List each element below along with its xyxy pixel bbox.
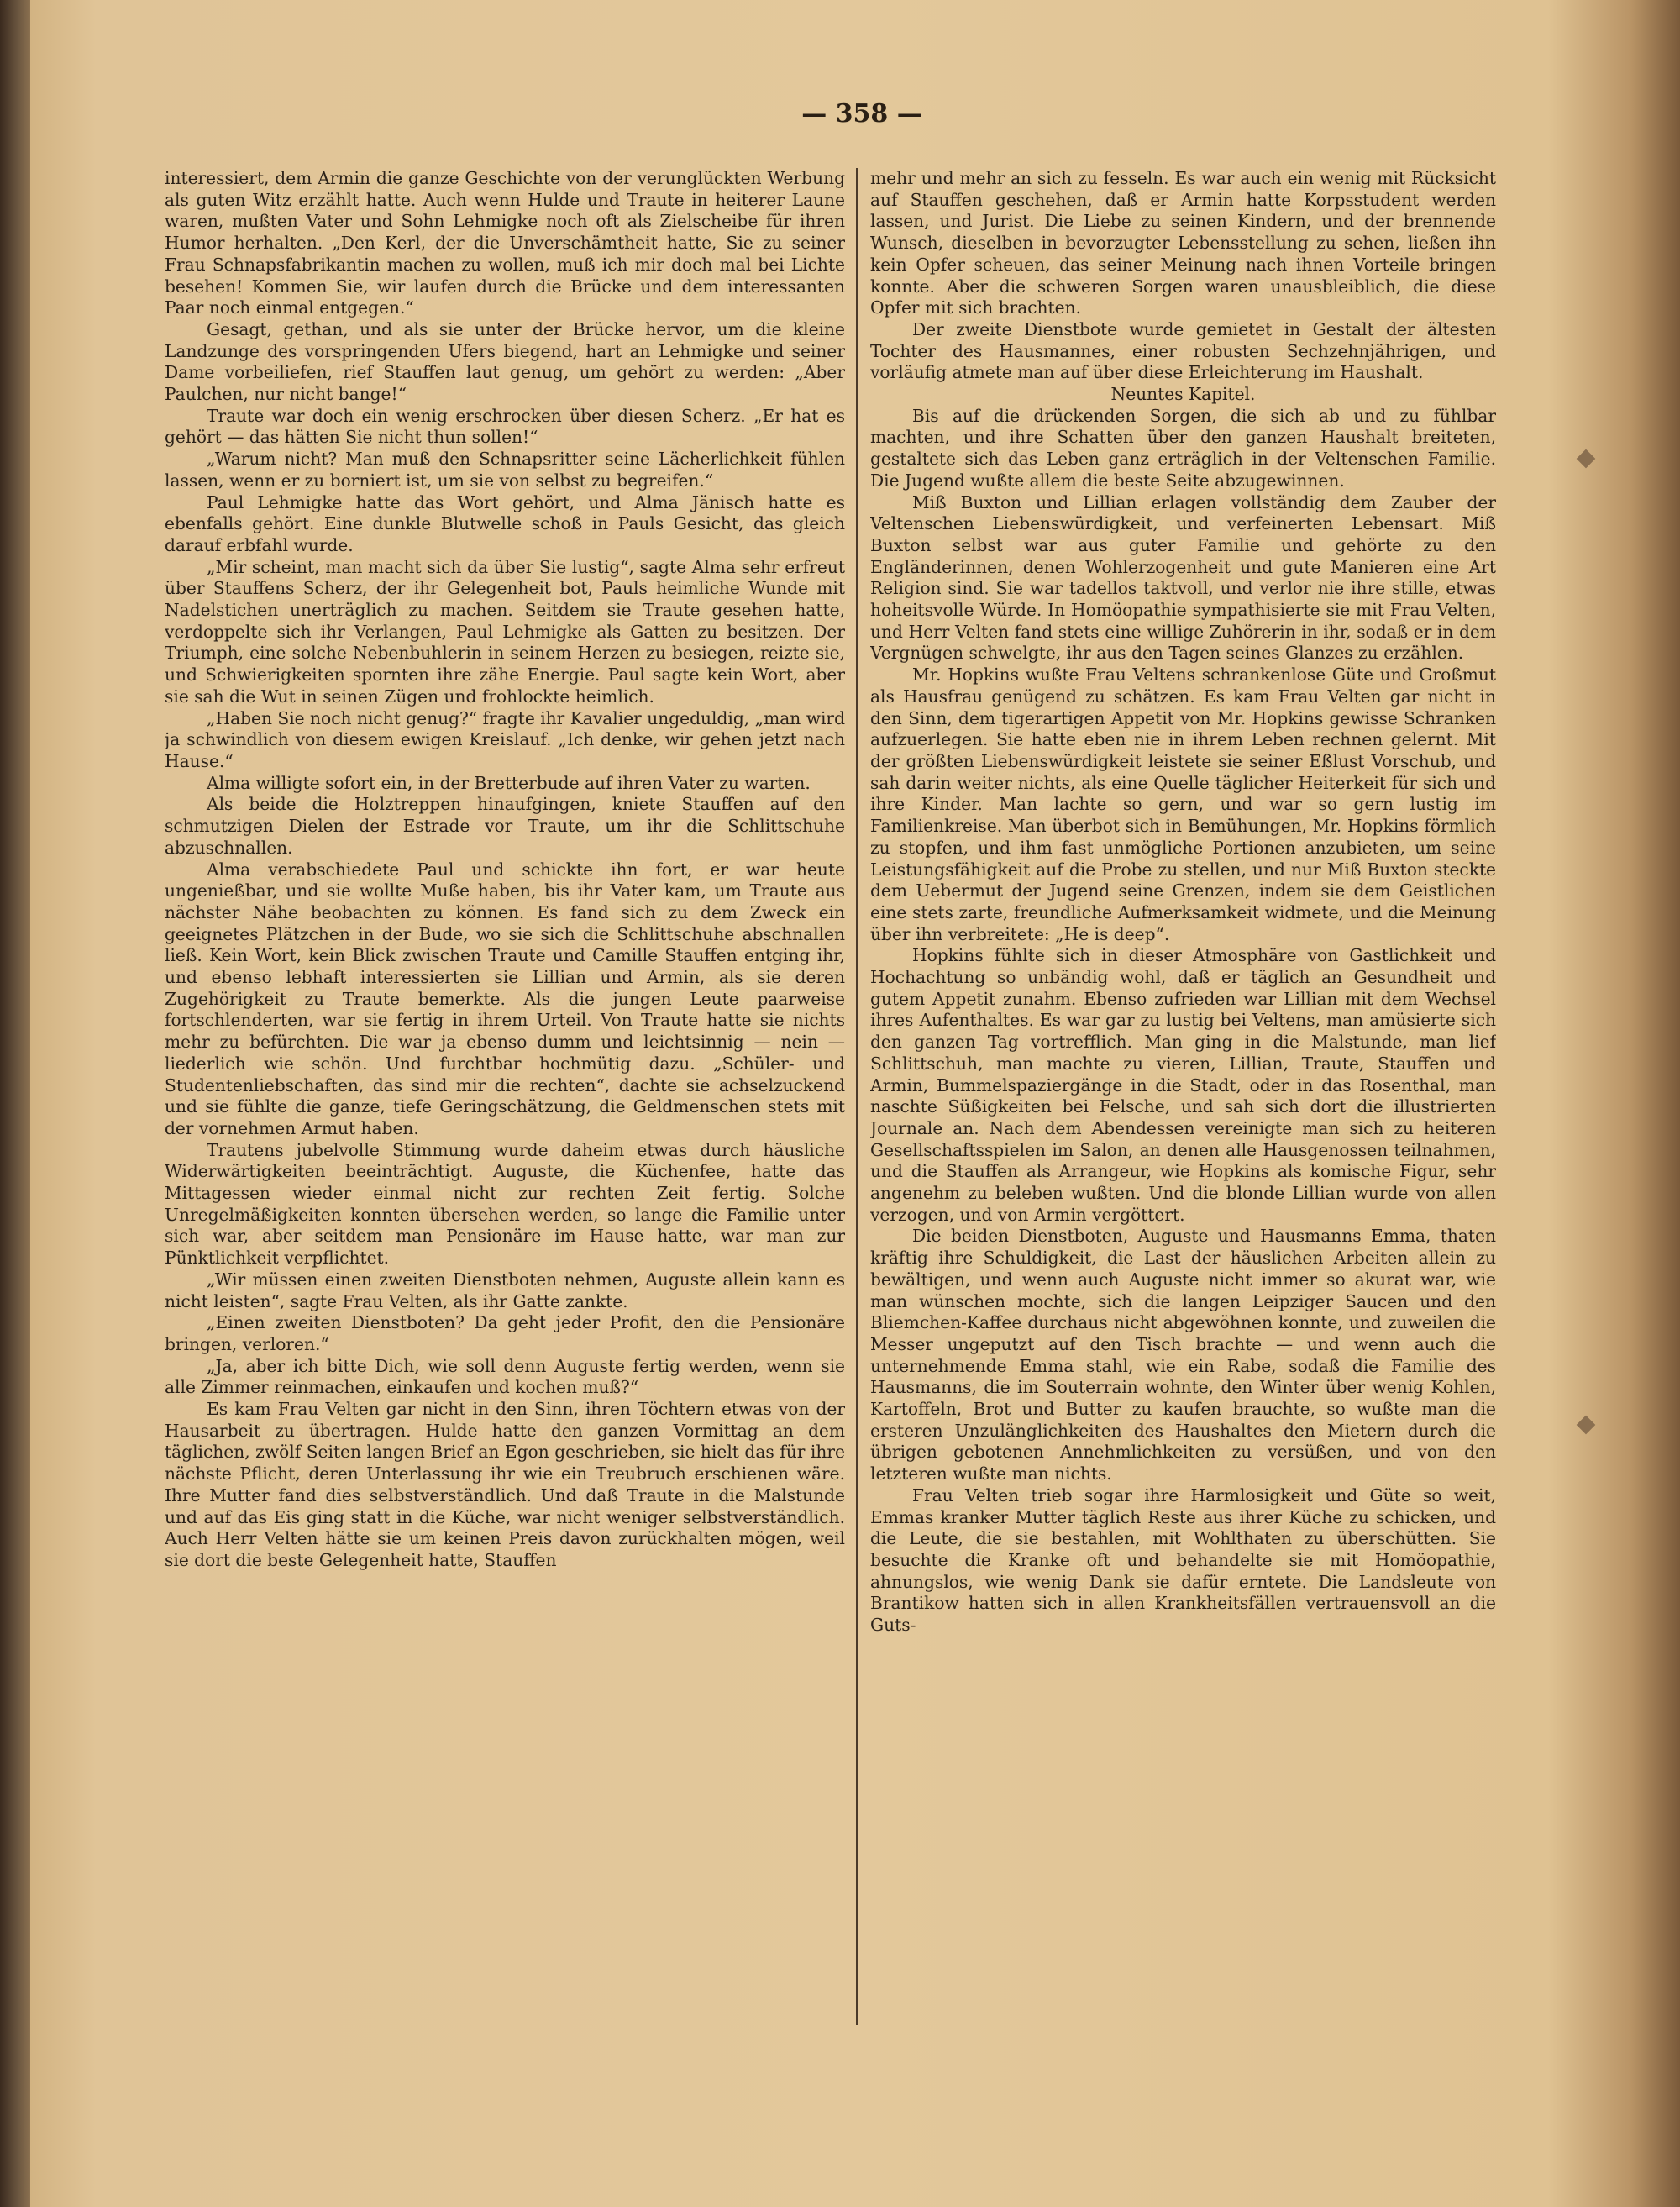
left-paragraph: Alma willigte sofort ein, in der Bretterbude auf ihren Vater zu warten.	[207, 772, 811, 793]
right-paragraph: Der zweite Dienstbote wurde gemietet in Gestalt der ältesten Tochter des Hausmannes, einer robusten Sechzehnjährigen, und vorläufig atmete man auf über diese Erleichterung im Haushalt.	[870, 318, 1496, 383]
left-paragraph: Es kam Frau Velten gar nicht in den Sinn, ihren Töchtern etwas von der Hausarbeit zu übertragen. Hulde hatte den ganzen Vormittag an dem täglichen, zwölf Seiten langen Brief an Egon geschrieben, sie hielt das für ihre nächste Pflicht, deren Unterlassung ihr wie ein Treubruch erschienen wäre. Ihre Mutter fand dies selbstverständlich. Und daß Traute in die Malstunde und auf das Eis ging statt in die Küche, war nicht weniger selbstverständlich. Auch Herr Velten hätte sie um keinen Preis davon zurückhalten mögen, weil sie dort die beste Gelegenheit hatte, Stauffen	[165, 1399, 845, 1570]
right-text-column	[870, 168, 1496, 2142]
left-paragraph: Als beide die Holztreppen hinaufgingen, kniete Stauffen auf den schmutzigen Dielen der Estrade vor Traute, um ihr die Schlittschuhe abzuschnallen.	[165, 794, 845, 858]
page-tab-marker	[1577, 1416, 1596, 1435]
left-paragraph: „Haben Sie noch nicht genug?“ fragte ihr Kavalier ungeduldig, „man wird ja schwindlich von diesem ewigen Kreislauf. „Ich denke, wir gehen jetzt nach Hause.“	[165, 707, 845, 771]
left-paragraph: Alma verabschiedete Paul und schickte ihn fort, er war heute ungenießbar, und sie wollte Muße haben, bis ihr Vater kam, um Traute aus nächster Nähe beobachten zu können. Es fand sich zu dem Zweck ein geeignetes Plätzchen in der Bude, wo sie sich die Schlittschuhe abschnallen ließ. Kein Wort, kein Blick zwischen Traute und Camille Stauffen entging ihr, und ebenso lebhaft interessierten sie Lillian und Armin, als sie deren Zugehörigkeit zu Traute bemerkte. Als die jungen Leute paarweise fortschlenderten, war sie fertig in ihrem Urteil. Von Traute hatte sie nichts mehr zu befürchten. Die war ja ebenso dumm und leichtsinnig — nein — liederlich wie schön. Und furchtbar hochmütig dazu. „Schüler- und Studentenliebschaften, das sind mir die rechten“, dachte sie achselzuckend und sie fühlte die ganze, tiefe Geringschätzung, die Geldmenschen stets mit der vornehmen Armut haben.	[165, 859, 845, 1138]
book-binding-edge	[0, 0, 30, 2207]
left-paragraph: „Warum nicht? Man muß den Schnapsritter seine Lächerlichkeit fühlen lassen, wenn er zu borniert ist, um sie von selbst zu begreifen.“	[165, 449, 845, 491]
left-paragraph: Paul Lehmigke hatte das Wort gehört, und Alma Jänisch hatte es ebenfalls gehört. Eine dunkle Blutwelle schoß in Pauls Gesicht, das gleich darauf erbfahl wurde.	[165, 491, 845, 555]
right-paragraph: Die beiden Dienstboten, Auguste und Hausmanns Emma, thaten kräftig ihre Schuldigkeit, die Last der häuslichen Arbeiten allein zu bewältigen, und wenn auch Auguste nicht immer so akurat war, wie man wünschen mochte, sich die langen Leipziger Saucen und den Bliemchen-Kaffee durchaus nicht abgewöhnen konnte, und zuweilen die Messer ungeputzt auf den Tisch brachte — und wenn auch die unternehmende Emma stahl, wie ein Rabe, sodaß die Familie des Hausmanns, die im Souterrain wohnte, den Winter über wenig Kohlen, Kartoffeln, Brot und Butter zu kaufen brauchte, so wußte man die ersteren Unzulänglichkeiten des Haushaltes den Mietern durch die übrigen gebotenen Annehmlichkeiten zu versüßen, und von den letzteren wußte man nichts.	[870, 1226, 1496, 1484]
left-paragraph: Trautens jubelvolle Stimmung wurde daheim etwas durch häusliche Widerwärtigkeiten beeinträchtigt. Auguste, die Küchenfee, hatte das Mittagessen wieder einmal nicht zur rechten Zeit fertig. Solche Unregelmäßigkeiten konnten übersehen werden, so lange die Familie unter sich war, aber seitdem man Pensionäre im Hause hatte, war man zur Pünktlichkeit verpflichtet.	[165, 1139, 845, 1269]
column-divider	[856, 168, 858, 2025]
left-text-column	[165, 168, 845, 2142]
left-paragraph: Gesagt, gethan, und als sie unter der Brücke hervor, um die kleine Landzunge des vorspringenden Ufers biegend, hart an Lehmigke und seiner Dame vorbeiliefen, rief Stauffen laut genug, um gehört zu werden: „Aber Paulchen, nur nicht bange!“	[165, 318, 845, 405]
chapter-heading: Neuntes Kapitel.	[1110, 384, 1256, 405]
left-paragraph: „Ja, aber ich bitte Dich, wie soll denn Auguste fertig werden, wenn sie alle Zimmer reinmachen, einkaufen und kochen muß?“	[165, 1355, 845, 1398]
left-paragraph: interessiert, dem Armin die ganze Geschichte von der verunglückten Werbung als guten Witz erzählt hatte. Auch wenn Hulde und Traute in heiterer Laune waren, mußten Vater und Sohn Lehmigke noch oft als Zielscheibe für ihren Humor herhalten. „Den Kerl, der die Unverschämtheit hatte, Sie zu seiner Frau Schnapsfabrikantin machen zu wollen, muß ich mir doch mal bei Lichte besehen! Kommen Sie, wir laufen durch die Brücke und dem interessanten Paar noch einmal entgegen.“	[165, 168, 845, 318]
left-paragraph: „Mir scheint, man macht sich da über Sie lustig“, sagte Alma sehr erfreut über Stauffens Scherz, der ihr Gelegenheit bot, Pauls heimliche Wunde mit Nadelstichen unerträglich zu machen. Seitdem sie Traute gesehen hatte, verdoppelte sich ihr Verlangen, Paul Lehmigke als Gatten zu besitzen. Der Triumph, eine solche Nebenbuhlerin in seinem Herzen zu besiegen, reizte sie, und Schwierigkeiten spornten ihre zähe Energie. Paul sagte kein Wort, aber sie sah die Wut in seinen Zügen und frohlockte heimlich.	[165, 556, 845, 707]
left-paragraph: „Wir müssen einen zweiten Dienstboten nehmen, Auguste allein kann es nicht leisten“, sagte Frau Velten, als ihr Gatte zankte.	[165, 1269, 845, 1311]
left-paragraph: Traute war doch ein wenig erschrocken über diesen Scherz. „Er hat es gehört — das hätten Sie nicht thun sollen!“	[165, 405, 845, 448]
book-page	[30, 0, 1680, 2207]
right-paragraph: Bis auf die drückenden Sorgen, die sich ab und zu fühlbar machten, und ihre Schatten über den ganzen Haushalt breiteten, gestaltete sich das Leben ganz erträglich in der Veltenschen Familie. Die Jugend wußte allem die beste Seite abzugewinnen.	[870, 405, 1496, 491]
right-paragraph: Miß Buxton und Lillian erlagen vollständig dem Zauber der Veltenschen Liebenswürdigkeit, und verfeinerten Lebensart. Miß Buxton selbst war aus guter Familie und gehörte zu den Engländerinnen, denen Wohlerzogenheit und gute Manieren eine Art Religion sind. Sie war tadellos taktvoll, und verlor nie ihre stille, etwas hoheitsvolle Würde. In Homöopathie sympathisierte sie mit Frau Velten, und Herr Velten fand stets eine willige Zuhörerin in ihr, sodaß er in dem Vergnügen schwelgte, ihr aus den Tagen seines Glanzes zu erzählen.	[870, 491, 1496, 664]
right-paragraph: Hopkins fühlte sich in dieser Atmosphäre von Gastlichkeit und Hochachtung so unbändig wohl, daß er täglich an Gesundheit und gutem Appetit zunahm. Ebenso zufrieden war Lillian mit dem Wechsel ihres Aufenthaltes. Es war gar zu lustig bei Veltens, man amüsierte sich den ganzen Tag vortrefflich. Man ging in die Malstunde, man lief Schlittschuh, man machte zu vieren, Lillian, Traute, Stauffen und Armin, Bummelspaziergänge in die Stadt, oder in das Rosenthal, man naschte Süßigkeiten bei Felsche, und sah sich dort die illustrierten Journale an. Nach dem Abendessen vereinigte man sich zu heiteren Gesellschaftsspielen im Salon, an denen alle Hausgenossen teilnahmen, und die Stauffen als Arrangeur, wie Hopkins als komische Figur, sehr angenehm zu beleben wußten. Und die blonde Lillian wurde von allen verzogen, und von Armin vergöttert.	[870, 945, 1496, 1225]
right-paragraph: mehr und mehr an sich zu fesseln. Es war auch ein wenig mit Rücksicht auf Stauffen geschehen, daß er Armin hatte Korpsstudent werden lassen, und Jurist. Die Liebe zu seinen Kindern, und der brennende Wunsch, dieselben in bevorzugter Lebensstellung zu sehen, ließen ihn kein Opfer scheuen, das seiner Meinung nach ihnen Vorteile bringen konnte. Aber die schweren Sorgen waren unausbleiblich, die diese Opfer mit sich brachten.	[870, 168, 1496, 318]
page-number: — 358 —	[801, 99, 922, 129]
right-paragraph: Mr. Hopkins wußte Frau Veltens schrankenlose Güte und Großmut als Hausfrau genügend zu schätzen. Es kam Frau Velten gar nicht in den Sinn, dem tigerartigen Appetit von Mr. Hopkins gewisse Schranken aufzuerlegen. Sie hatte eben nie in ihrem Leben rechnen gelernt. Mit der größten Liebenswürdigkeit leistete sie seiner Eßlust Vorschub, und sah darin weiter nichts, als eine Quelle täglicher Heiterkeit für sich und ihre Kinder. Man lachte so gern, und war so gern lustig im Familienkreise. Man überbot sich in Bemühungen, Mr. Hopkins förmlich zu stopfen, und ihm fast unmögliche Portionen anzubieten, um seine Leistungsfähigkeit auf die Probe zu stellen, und nur Miß Buxton steckte dem Uebermut der Jugend seine Grenzen, indem sie dem Geistlichen eine stets zarte, freundliche Aufmerksamkeit widmete, und die Meinung über ihn verbreitete: „He is deep“.	[870, 665, 1496, 944]
left-paragraph: „Einen zweiten Dienstboten? Da geht jeder Profit, den die Pensionäre bringen, verloren.“	[165, 1312, 845, 1354]
right-paragraph: Frau Velten trieb sogar ihre Harmlosigkeit und Güte so weit, Emmas kranker Mutter täglich Reste aus ihrer Küche zu schicken, und die Leute, die sie bestahlen, mit Wohlthaten zu überschütten. Sie besuchte die Kranke oft und behandelte sie mit Homöopathie, ahnungslos, wie wenig Dank sie dafür erntete. Die Landsleute von Brantikow hatten sich in allen Krankheitsfällen vertrauensvoll an die Guts-	[870, 1484, 1496, 1636]
page-tab-marker	[1577, 449, 1596, 469]
